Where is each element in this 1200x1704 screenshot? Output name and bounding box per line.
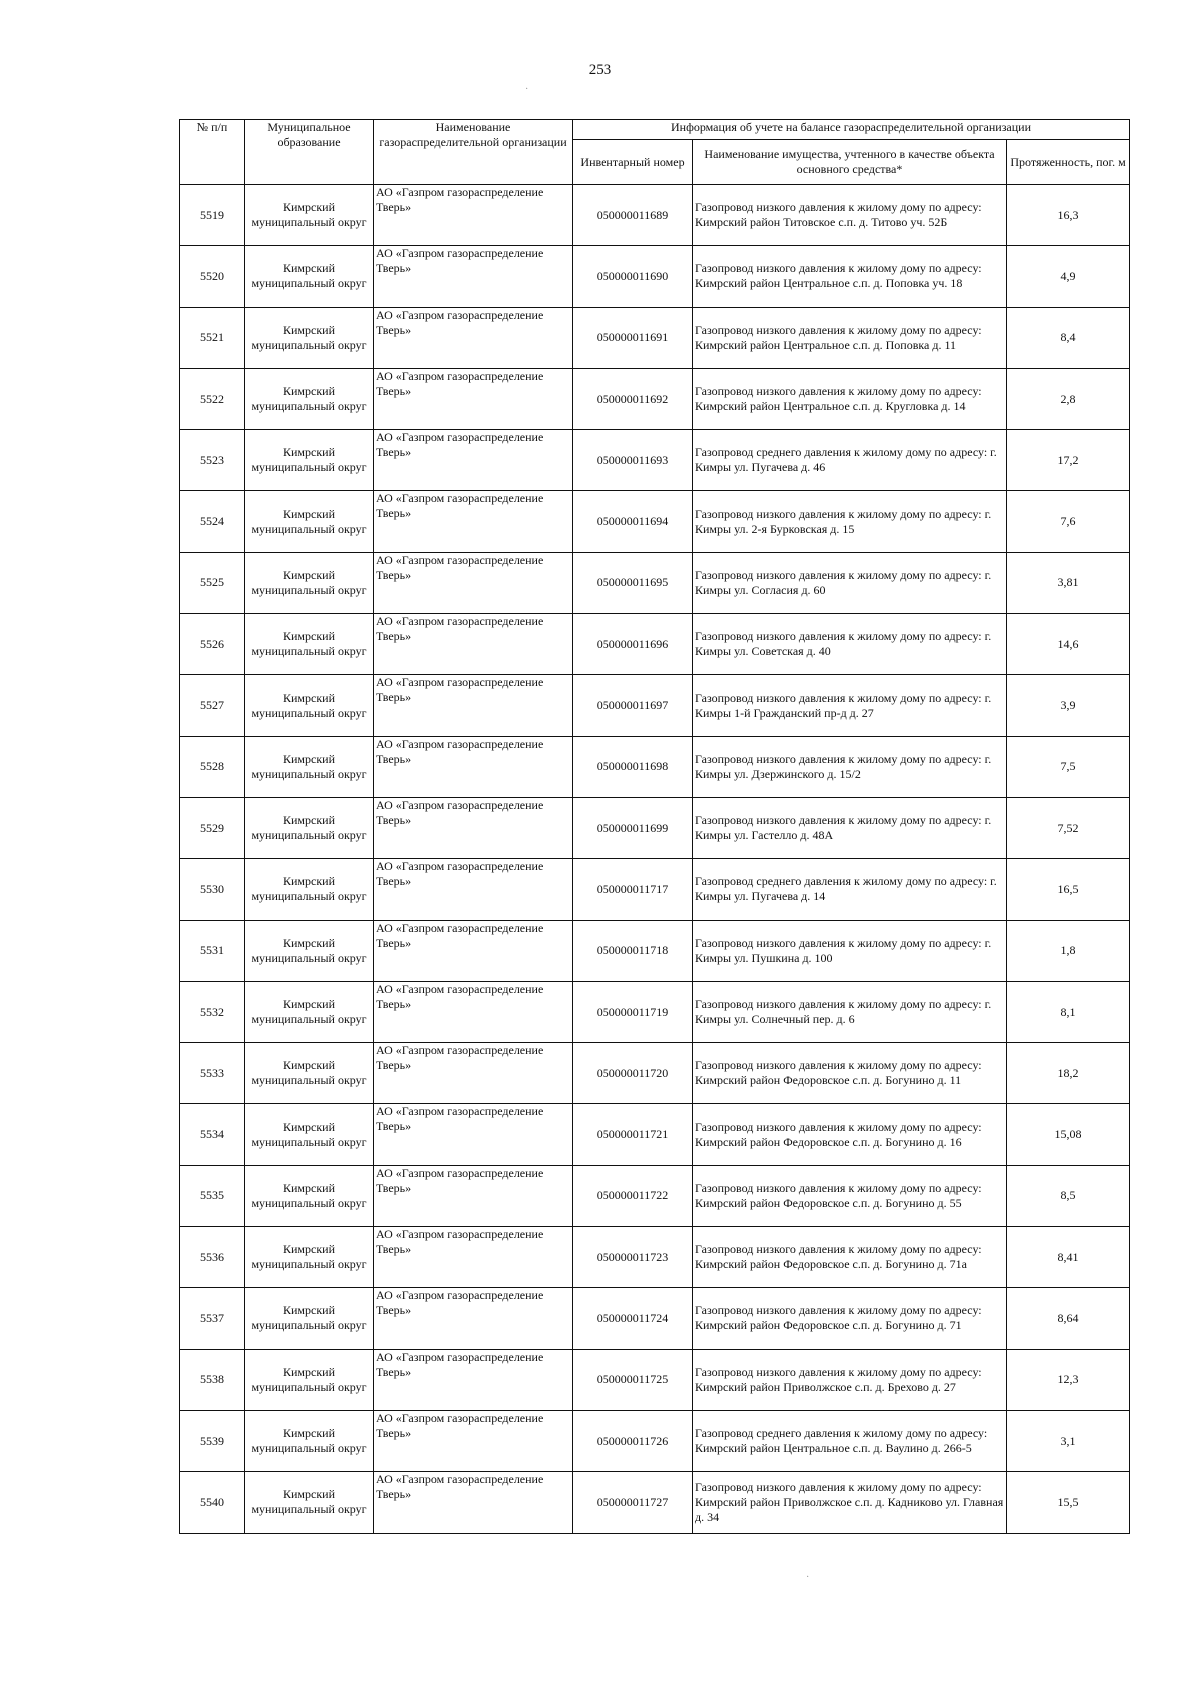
municipality-cell: Кимрский муниципальный округ — [245, 552, 374, 613]
row-number: 5537 — [180, 1288, 245, 1349]
inventory-number-cell: 050000011722 — [573, 1165, 693, 1226]
municipality-cell: Кимрский муниципальный округ — [245, 675, 374, 736]
table-row — [180, 552, 1130, 613]
row-number: 5524 — [180, 491, 245, 552]
organization-cell: АО «Газпром газораспределение Тверь» — [374, 1349, 573, 1410]
property-name-cell: Газопровод низкого давления к жилому дому по адресу: г. Кимры ул. Согласия д. 60 — [693, 552, 1007, 613]
header-property-name: Наименование имущества, учтенного в качестве объекта основного средства* — [693, 140, 1007, 185]
organization-cell: АО «Газпром газораспределение Тверь» — [374, 1288, 573, 1349]
length-cell: 8,1 — [1007, 981, 1130, 1042]
row-number: 5528 — [180, 736, 245, 797]
table-row — [180, 614, 1130, 675]
row-number: 5538 — [180, 1349, 245, 1410]
inventory-number-cell: 050000011699 — [573, 797, 693, 858]
table-row — [180, 307, 1130, 368]
length-cell: 3,81 — [1007, 552, 1130, 613]
row-number: 5535 — [180, 1165, 245, 1226]
row-number: 5536 — [180, 1227, 245, 1288]
municipality-cell: Кимрский муниципальный округ — [245, 368, 374, 429]
row-number: 5540 — [180, 1472, 245, 1533]
length-cell: 4,9 — [1007, 246, 1130, 307]
row-number: 5520 — [180, 246, 245, 307]
table-row — [180, 1288, 1130, 1349]
property-name-cell: Газопровод среднего давления к жилому дому по адресу: г. Кимры ул. Пугачева д. 14 — [693, 859, 1007, 920]
property-name-cell: Газопровод низкого давления к жилому дому по адресу: Кимрский район Приволжское с.п. д. Кадниково ул. Главная д. 34 — [693, 1472, 1007, 1533]
row-number: 5529 — [180, 797, 245, 858]
table-row — [180, 430, 1130, 491]
property-name-cell: Газопровод низкого давления к жилому дому по адресу: Кимрский район Федоровское с.п. д. Богунино д. 11 — [693, 1043, 1007, 1104]
municipality-cell: Кимрский муниципальный округ — [245, 1410, 374, 1471]
municipality-cell: Кимрский муниципальный округ — [245, 246, 374, 307]
municipality-cell: Кимрский муниципальный округ — [245, 981, 374, 1042]
length-cell: 16,5 — [1007, 859, 1130, 920]
property-name-cell: Газопровод среднего давления к жилому дому по адресу: г. Кимры ул. Пугачева д. 46 — [693, 430, 1007, 491]
property-name-cell: Газопровод низкого давления к жилому дому по адресу: г. Кимры ул. Дзержинского д. 15/2 — [693, 736, 1007, 797]
length-cell: 14,6 — [1007, 614, 1130, 675]
property-name-cell: Газопровод низкого давления к жилому дому по адресу: Кимрский район Приволжское с.п. д. Брехово д. 27 — [693, 1349, 1007, 1410]
organization-cell: АО «Газпром газораспределение Тверь» — [374, 1165, 573, 1226]
organization-cell: АО «Газпром газораспределение Тверь» — [374, 552, 573, 613]
inventory-number-cell: 050000011689 — [573, 185, 693, 246]
inventory-number-cell: 050000011693 — [573, 430, 693, 491]
scan-speck: · — [525, 84, 529, 95]
inventory-number-cell: 050000011692 — [573, 368, 693, 429]
organization-cell: АО «Газпром газораспределение Тверь» — [374, 185, 573, 246]
municipality-cell: Кимрский муниципальный округ — [245, 430, 374, 491]
header-length: Протяженность, пог. м — [1007, 140, 1130, 185]
inventory-number-cell: 050000011717 — [573, 859, 693, 920]
inventory-number-cell: 050000011727 — [573, 1472, 693, 1533]
inventory-number-cell: 050000011695 — [573, 552, 693, 613]
property-name-cell: Газопровод низкого давления к жилому дому по адресу: Кимрский район Федоровское с.п. д. Богунино д. 71а — [693, 1227, 1007, 1288]
organization-cell: АО «Газпром газораспределение Тверь» — [374, 675, 573, 736]
organization-cell: АО «Газпром газораспределение Тверь» — [374, 736, 573, 797]
property-name-cell: Газопровод низкого давления к жилому дому по адресу: Кимрский район Центральное с.п. д. Поповка д. 11 — [693, 307, 1007, 368]
table-row — [180, 981, 1130, 1042]
property-name-cell: Газопровод низкого давления к жилому дому по адресу: Кимрский район Федоровское с.п. д. Богунино д. 16 — [693, 1104, 1007, 1165]
length-cell: 8,4 — [1007, 307, 1130, 368]
municipality-cell: Кимрский муниципальный округ — [245, 307, 374, 368]
table-row — [180, 1410, 1130, 1471]
length-cell: 1,8 — [1007, 920, 1130, 981]
table-row — [180, 368, 1130, 429]
inventory-number-cell: 050000011719 — [573, 981, 693, 1042]
property-name-cell: Газопровод среднего давления к жилому дому по адресу: Кимрский район Центральное с.п. д. Ваулино д. 266-5 — [693, 1410, 1007, 1471]
property-name-cell: Газопровод низкого давления к жилому дому по адресу: Кимрский район Титовское с.п. д. Титово уч. 52Б — [693, 185, 1007, 246]
municipality-cell: Кимрский муниципальный округ — [245, 1165, 374, 1226]
organization-cell: АО «Газпром газораспределение Тверь» — [374, 246, 573, 307]
inventory-number-cell: 050000011723 — [573, 1227, 693, 1288]
property-name-cell: Газопровод низкого давления к жилому дому по адресу: Кимрский район Федоровское с.п. д. Богунино д. 55 — [693, 1165, 1007, 1226]
organization-cell: АО «Газпром газораспределение Тверь» — [374, 1043, 573, 1104]
header-info-group: Информация об учете на балансе газораспределительной организации — [573, 120, 1130, 140]
table-row — [180, 1227, 1130, 1288]
length-cell: 3,1 — [1007, 1410, 1130, 1471]
scan-speck: · — [806, 1572, 810, 1583]
organization-cell: АО «Газпром газораспределение Тверь» — [374, 368, 573, 429]
organization-cell: АО «Газпром газораспределение Тверь» — [374, 491, 573, 552]
row-number: 5527 — [180, 675, 245, 736]
length-cell: 8,41 — [1007, 1227, 1130, 1288]
header-municipality: Муниципальное образование — [245, 120, 374, 185]
header-organization: Наименование газораспределительной организации — [374, 120, 573, 185]
table-row — [180, 1472, 1130, 1533]
municipality-cell: Кимрский муниципальный округ — [245, 736, 374, 797]
property-name-cell: Газопровод низкого давления к жилому дому по адресу: Кимрский район Центральное с.п. д. Кругловка д. 14 — [693, 368, 1007, 429]
row-number: 5531 — [180, 920, 245, 981]
organization-cell: АО «Газпром газораспределение Тверь» — [374, 1472, 573, 1533]
inventory-number-cell: 050000011724 — [573, 1288, 693, 1349]
inventory-number-cell: 050000011698 — [573, 736, 693, 797]
length-cell: 7,6 — [1007, 491, 1130, 552]
table-body — [180, 185, 1130, 1534]
row-number: 5523 — [180, 430, 245, 491]
property-name-cell: Газопровод низкого давления к жилому дому по адресу: г. Кимры ул. Солнечный пер. д. 6 — [693, 981, 1007, 1042]
length-cell: 18,2 — [1007, 1043, 1130, 1104]
length-cell: 2,8 — [1007, 368, 1130, 429]
row-number: 5522 — [180, 368, 245, 429]
property-name-cell: Газопровод низкого давления к жилому дому по адресу: г. Кимры 1-й Гражданский пр-д д. 27 — [693, 675, 1007, 736]
organization-cell: АО «Газпром газораспределение Тверь» — [374, 307, 573, 368]
table-row — [180, 920, 1130, 981]
table-header — [180, 120, 1130, 185]
municipality-cell: Кимрский муниципальный округ — [245, 185, 374, 246]
organization-cell: АО «Газпром газораспределение Тверь» — [374, 859, 573, 920]
inventory-number-cell: 050000011697 — [573, 675, 693, 736]
organization-cell: АО «Газпром газораспределение Тверь» — [374, 1227, 573, 1288]
row-number: 5530 — [180, 859, 245, 920]
row-number: 5526 — [180, 614, 245, 675]
organization-cell: АО «Газпром газораспределение Тверь» — [374, 614, 573, 675]
inventory-number-cell: 050000011694 — [573, 491, 693, 552]
row-number: 5521 — [180, 307, 245, 368]
row-number: 5519 — [180, 185, 245, 246]
municipality-cell: Кимрский муниципальный округ — [245, 1472, 374, 1533]
inventory-number-cell: 050000011721 — [573, 1104, 693, 1165]
inventory-number-cell: 050000011718 — [573, 920, 693, 981]
table-row — [180, 1043, 1130, 1104]
table-row — [180, 736, 1130, 797]
length-cell: 17,2 — [1007, 430, 1130, 491]
organization-cell: АО «Газпром газораспределение Тверь» — [374, 430, 573, 491]
row-number: 5533 — [180, 1043, 245, 1104]
header-inventory: Инвентарный номер — [573, 140, 693, 185]
property-name-cell: Газопровод низкого давления к жилому дому по адресу: г. Кимры ул. Советская д. 40 — [693, 614, 1007, 675]
inventory-number-cell: 050000011691 — [573, 307, 693, 368]
table-row — [180, 185, 1130, 246]
table-row — [180, 1349, 1130, 1410]
property-name-cell: Газопровод низкого давления к жилому дому по адресу: г. Кимры ул. 2-я Бурковская д. 15 — [693, 491, 1007, 552]
length-cell: 3,9 — [1007, 675, 1130, 736]
organization-cell: АО «Газпром газораспределение Тверь» — [374, 1104, 573, 1165]
inventory-number-cell: 050000011726 — [573, 1410, 693, 1471]
property-name-cell: Газопровод низкого давления к жилому дому по адресу: Кимрский район Центральное с.п. д. Поповка уч. 18 — [693, 246, 1007, 307]
length-cell: 15,08 — [1007, 1104, 1130, 1165]
property-name-cell: Газопровод низкого давления к жилому дому по адресу: г. Кимры ул. Гастелло д. 48А — [693, 797, 1007, 858]
municipality-cell: Кимрский муниципальный округ — [245, 491, 374, 552]
length-cell: 8,5 — [1007, 1165, 1130, 1226]
table-row — [180, 246, 1130, 307]
length-cell: 8,64 — [1007, 1288, 1130, 1349]
table-row — [180, 797, 1130, 858]
table-row — [180, 1104, 1130, 1165]
organization-cell: АО «Газпром газораспределение Тверь» — [374, 1410, 573, 1471]
table-row — [180, 1165, 1130, 1226]
length-cell: 12,3 — [1007, 1349, 1130, 1410]
organization-cell: АО «Газпром газораспределение Тверь» — [374, 920, 573, 981]
property-name-cell: Газопровод низкого давления к жилому дому по адресу: Кимрский район Федоровское с.п. д. Богунино д. 71 — [693, 1288, 1007, 1349]
municipality-cell: Кимрский муниципальный округ — [245, 797, 374, 858]
page-number: 253 — [588, 62, 612, 78]
row-number: 5525 — [180, 552, 245, 613]
municipality-cell: Кимрский муниципальный округ — [245, 920, 374, 981]
table-row — [180, 675, 1130, 736]
length-cell: 15,5 — [1007, 1472, 1130, 1533]
municipality-cell: Кимрский муниципальный округ — [245, 859, 374, 920]
municipality-cell: Кимрский муниципальный округ — [245, 1104, 374, 1165]
length-cell: 7,5 — [1007, 736, 1130, 797]
inventory-number-cell: 050000011696 — [573, 614, 693, 675]
property-name-cell: Газопровод низкого давления к жилому дому по адресу: г. Кимры ул. Пушкина д. 100 — [693, 920, 1007, 981]
municipality-cell: Кимрский муниципальный округ — [245, 614, 374, 675]
inventory-number-cell: 050000011720 — [573, 1043, 693, 1104]
organization-cell: АО «Газпром газораспределение Тверь» — [374, 797, 573, 858]
table-row — [180, 859, 1130, 920]
header-num: № п/п — [180, 120, 245, 185]
table-row — [180, 491, 1130, 552]
municipality-cell: Кимрский муниципальный округ — [245, 1288, 374, 1349]
municipality-cell: Кимрский муниципальный округ — [245, 1349, 374, 1410]
registry-table — [179, 119, 1130, 1534]
length-cell: 16,3 — [1007, 185, 1130, 246]
municipality-cell: Кимрский муниципальный округ — [245, 1227, 374, 1288]
length-cell: 7,52 — [1007, 797, 1130, 858]
inventory-number-cell: 050000011725 — [573, 1349, 693, 1410]
municipality-cell: Кимрский муниципальный округ — [245, 1043, 374, 1104]
row-number: 5534 — [180, 1104, 245, 1165]
row-number: 5539 — [180, 1410, 245, 1471]
row-number: 5532 — [180, 981, 245, 1042]
inventory-number-cell: 050000011690 — [573, 246, 693, 307]
organization-cell: АО «Газпром газораспределение Тверь» — [374, 981, 573, 1042]
